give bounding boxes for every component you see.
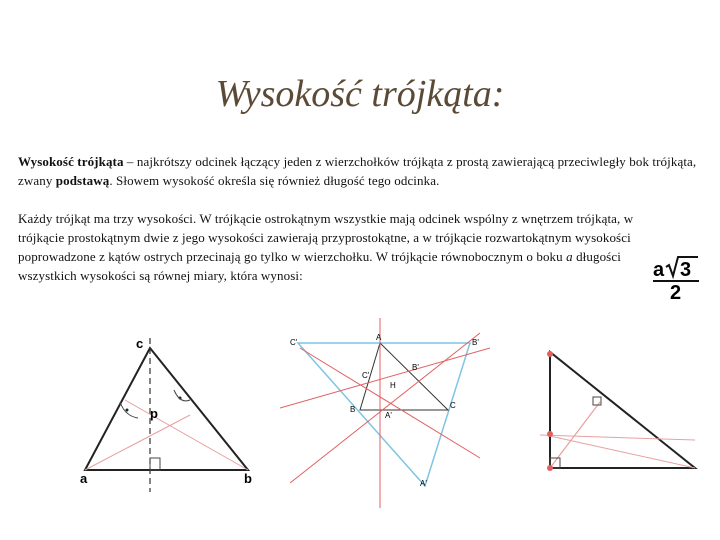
triangle-abc (85, 348, 248, 470)
figure-acute-triangle (70, 330, 270, 500)
vertex-dot-top (547, 351, 553, 357)
figure-orthocenter (280, 318, 490, 518)
label-c-prime-top: C' (290, 338, 298, 347)
formula-a: a (653, 259, 665, 281)
heights-paragraph (18, 209, 658, 285)
vertex-dot-bottom (547, 465, 553, 471)
label-h: H (390, 381, 396, 390)
formula-radicand: 3 (680, 259, 692, 281)
label-a-prime-mid: A' (385, 411, 392, 420)
definition-text-2: . Słowem wysokość określa się również długość tego odcinka. (109, 173, 440, 188)
label-b-vertex: B (350, 405, 356, 414)
angle-arc-left (120, 402, 138, 418)
right-angle-marker-2 (593, 397, 601, 405)
label-c-prime-mid: C' (362, 371, 370, 380)
heights-text-2: długości wszystkich wysokości są równej miary, która wynosi: (18, 249, 621, 283)
bisector-red-2 (125, 400, 248, 470)
side-a-variable: a (566, 249, 573, 264)
label-c: c (136, 336, 144, 351)
label-c-vertex: C (450, 401, 456, 410)
triangle-abc-black (360, 343, 448, 410)
angle-dot-left (126, 409, 129, 412)
label-a-prime-bottom: A' (420, 479, 427, 488)
slide-title: Wysokość trójkąta: (215, 73, 505, 115)
term-bold: Wysokość trójkąta (18, 154, 124, 169)
median-red (550, 436, 695, 468)
triangle-outer-blue (298, 343, 470, 486)
label-b-prime-top: B' (472, 338, 479, 347)
heights-text-1: Każdy trójkąt ma trzy wysokości. W trójkącie ostrokątnym wszystkie mają odcinek wspólny z wnętrzem trójkąta, w trójkącie prostokątnym dwie z jego wysokości zawierają przyprostokątne, a w trójkącie rozwartokątnym wysokości poprowadzone z kątów ostrych przecinają go tylko w wierzchołku. W trójkącie równobocznym o boku (18, 211, 634, 264)
triangle-right (550, 352, 695, 468)
label-a-vertex: A (376, 333, 382, 342)
base-term-bold: podstawą (55, 173, 110, 188)
formula-denominator: 2 (670, 282, 682, 301)
label-b: b (244, 471, 252, 486)
label-p: p (150, 406, 158, 421)
label-a: a (80, 471, 88, 486)
right-angle-marker (150, 458, 160, 470)
definition-text-1: – najkrótszy odcinek łączący jeden z wierzchołków trójkąta z prostą zawierającą przeciwległy bok trójkąta, zwany (18, 154, 697, 188)
label-b-prime-mid: B' (412, 363, 419, 372)
vertex-dot-mid (547, 431, 553, 437)
definition-paragraph (18, 152, 708, 190)
figure-right-triangle (510, 340, 710, 490)
height-formula (652, 255, 702, 301)
